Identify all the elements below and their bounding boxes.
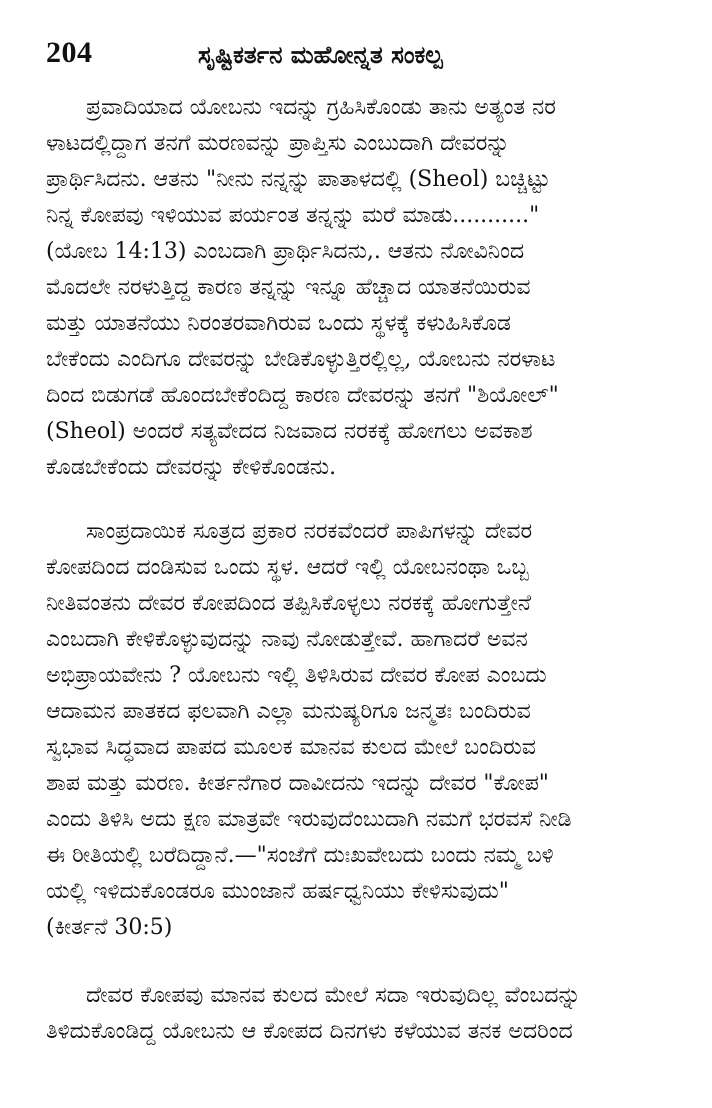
paragraph-2-line-3: ನೀತಿವಂತನು ದೇವರ ಕೋಪದಿಂದ ತಪ್ಪಿಸಿಕೊಳ್ಳಲು ನರಕಕ್ಕೆ ಹೋಗುತ್ತೇನೆ <box>46 591 531 616</box>
paragraph-1-line-7: ಮತ್ತು ಯಾತನೆಯು ನಿರಂತರವಾಗಿರುವ ಒಂದು ಸ್ಥಳಕ್ಕೆ ಕಳುಹಿಸಿಕೊಡ <box>46 311 511 336</box>
paragraph-2-line-4: ಎಂಬದಾಗಿ ಕೇಳಿಕೊಳ್ಳುವುದನ್ನು ನಾವು ನೋಡುತ್ತೇವೆ. ಹಾಗಾದರೆ ಅವನ <box>46 627 528 652</box>
paragraph-1-line-10: (Sheol) ಅಂದರೆ ಸತ್ಯವೇದದ ನಿಜವಾದ ನರಕಕ್ಕೆ ಹೋಗಲು ಅವಕಾಶ <box>46 419 533 444</box>
paragraph-1-line-5: (ಯೋಬ 14:13) ಎಂಬದಾಗಿ ಪ್ರಾರ್ಥಿಸಿದನು,. ಆತನು ನೋವಿನಿಂದ <box>46 239 525 264</box>
page-header <box>46 30 676 78</box>
paragraph-2-line-10: ಈ ರೀತಿಯಲ್ಲಿ ಬರೆದಿದ್ದಾನೆ.—"ಸಂಜೆಗೆ ದುಃಖವೇಬದು ಬಂದು ನಮ್ಮ ಬಳಿ <box>46 843 554 868</box>
running-title: ಸೃಷ್ಟಿಕರ್ತನ ಮಹೋನ್ನತ ಸಂಕಲ್ಪ <box>198 40 443 69</box>
paragraph-1-line-1: ಪ್ರವಾದಿಯಾದ ಯೋಬನು ಇದನ್ನು ಗ್ರಹಿಸಿಕೊಂಡು ತಾನು ಅತ್ಯಂತ ನರ <box>86 95 556 120</box>
paragraph-1-line-8: ಬೇಕೆಂದು ಎಂದಿಗೂ ದೇವರನ್ನು ಬೇಡಿಕೊಳ್ಳುತ್ತಿರಲ್ಲಿಲ್ಲ, ಯೋಬನು ನರಳಾಟ <box>46 347 556 372</box>
paragraph-2-line-7: ಸ್ವಭಾವ ಸಿದ್ಧವಾದ ಪಾಪದ ಮೂಲಕ ಮಾನವ ಕುಲದ ಮೇಲೆ ಬಂದಿರುವ <box>46 735 536 760</box>
paragraph-2-line-9: ಎಂದು ತಿಳಿಸಿ ಅದು ಕ್ಷಣ ಮಾತ್ರವೇ ಇರುವುದೆಂಬುದಾಗಿ ನಮಗೆ ಭರವಸೆ ನೀಡಿ <box>46 807 572 832</box>
paragraph-2-line-6: ಆದಾಮನ ಪಾತಕದ ಫಲವಾಗಿ ಎಲ್ಲಾ ಮನುಷ್ಯರಿಗೂ ಜನ್ಮತಃ ಬಂದಿರುವ <box>46 699 531 724</box>
paragraph-1-line-9: ದಿಂದ ಬಿಡುಗಡೆ ಹೊಂದಬೇಕೆಂದಿದ್ದ ಕಾರಣ ದೇವರನ್ನು ತನಗೆ "ಶಿಯೋಲ್" <box>46 383 559 408</box>
paragraph-1-line-2: ಳಾಟದಲ್ಲಿದ್ದಾಗ ತನಗೆ ಮರಣವನ್ನು ಪ್ರಾಪ್ತಿಸು ಎಂಬುದಾಗಿ ದೇವರನ್ನು <box>46 131 510 156</box>
paragraph-1-line-3: ಪ್ರಾರ್ಥಿಸಿದನು. ಆತನು "ನೀನು ನನ್ನನ್ನು ಪಾತಾಳದಲ್ಲಿ (Sheol) ಬಚ್ಚಿಟ್ಟು <box>46 167 551 192</box>
paragraph-2-line-12: (ಕೀರ್ತನೆ 30:5) <box>46 915 173 940</box>
paragraph-3-line-2: ತಿಳಿದುಕೊಂಡಿದ್ದ ಯೋಬನು ಆ ಕೋಪದ ದಿನಗಳು ಕಳೆಯುವ ತನಕ ಅದರಿಂದ <box>46 1019 573 1044</box>
paragraph-1-line-11: ಕೊಡಬೇಕೆಂದು ದೇವರನ್ನು ಕೇಳಿಕೊಂಡನು. <box>46 455 337 480</box>
paragraph-2-line-8: ಶಾಪ ಮತ್ತು ಮರಣ. ಕೀರ್ತನೆಗಾರ ದಾವೀದನು ಇದನ್ನು ದೇವರ "ಕೋಪ" <box>46 771 549 796</box>
paragraph-2-line-2: ಕೋಪದಿಂದ ದಂಡಿಸುವ ಒಂದು ಸ್ಥಳ. ಆದರೆ ಇಲ್ಲಿ ಯೋಬನಂಥಾ ಒಬ್ಬ <box>46 555 529 580</box>
paragraph-1-line-6: ಮೊದಲೇ ನರಳುತ್ತಿದ್ದ ಕಾರಣ ತನ್ನನ್ನು ಇನ್ನೂ ಹೆಚ್ಚಾದ ಯಾತನೆಯಿರುವ <box>46 275 531 300</box>
paragraph-2-line-5: ಅಭಿಪ್ರಾಯವೇನು ? ಯೋಬನು ಇಲ್ಲಿ ತಿಳಿಸಿರುವ ದೇವರ ಕೋಪ ಎಂಬದು <box>46 663 547 688</box>
paragraph-2-line-11: ಯಲ್ಲಿ ಇಳಿದುಕೊಂಡರೂ ಮುಂಜಾನೆ ಹರ್ಷಧ್ವನಿಯು ಕೇಳಿಸುವುದು" <box>46 879 509 904</box>
page-number: 204 <box>46 36 93 69</box>
paragraph-2-line-1: ಸಾಂಪ್ರದಾಯಿಕ ಸೂತ್ರದ ಪ್ರಕಾರ ನರಕವೆಂದರೆ ಪಾಪಿಗಳನ್ನು ದೇವರ <box>86 519 533 544</box>
paragraph-1-line-4: ನಿನ್ನ ಕೋಪವು ಇಳಿಯುವ ಪರ್ಯಂತ ತನ್ನನ್ನು ಮರೆ ಮಾಡು..........." <box>46 203 540 228</box>
paragraph-3-line-1: ದೇವರ ಕೋಪವು ಮಾನವ ಕುಲದ ಮೇಲೆ ಸದಾ ಇರುವುದಿಲ್ಲ ವೆಂಬದನ್ನು <box>86 983 581 1008</box>
